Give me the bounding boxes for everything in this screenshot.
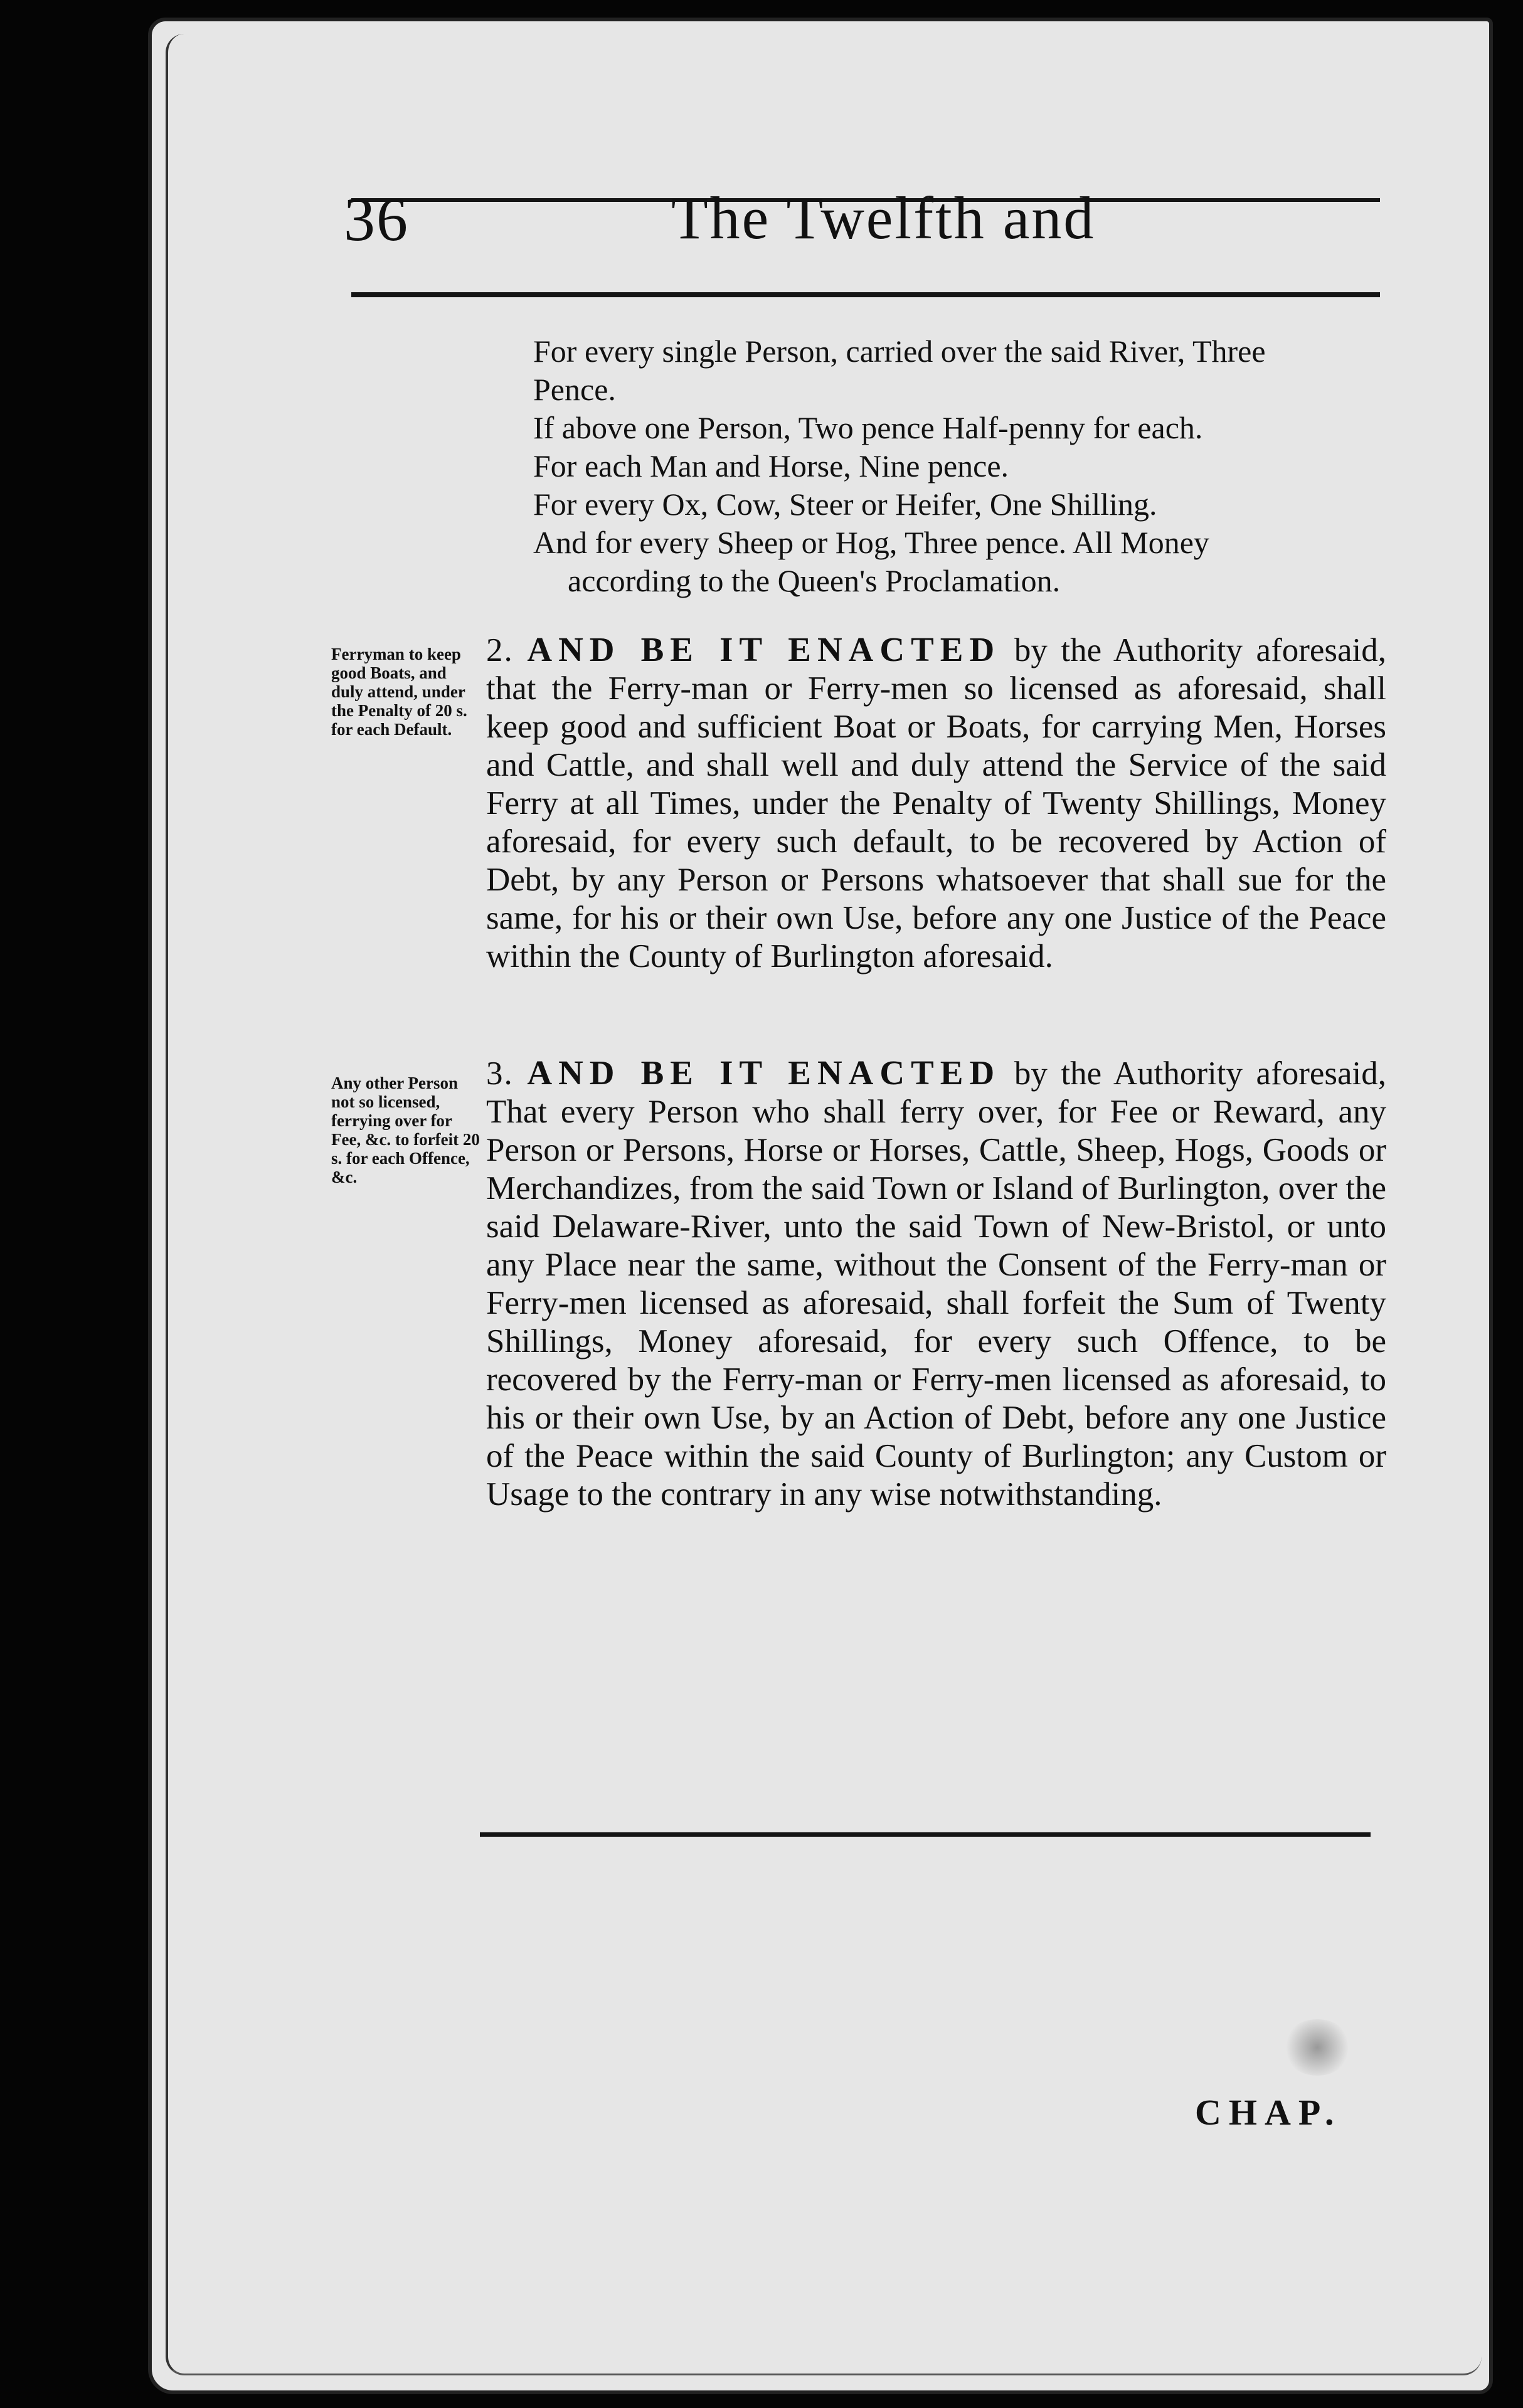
catchword: CHAP. — [1195, 2092, 1342, 2133]
ferry-rates — [533, 332, 1386, 600]
rate-line: For every single Person, carried over the said River, Three — [533, 334, 1266, 369]
running-head: The Twelfth and — [671, 184, 1096, 251]
end-rule — [480, 1832, 1371, 1837]
section-text: by the Authority aforesaid, That every Person who shall ferry over, for Fee or Reward, any Person or Persons, Horse or Horses, Cattle, Sheep, Hogs, Goods or Merchandizes, from the said Town or Island of Burlington, over the said Delaware-River, unto the said Town of New-Bristol, or unto any Place near the same, without the Consent of the Ferry-man or Ferry-men licensed as aforesaid, shall forfeit the Sum of Twenty Shillings, Money aforesaid, for every such Offence, to be recovered by the Ferry-man or Ferry-men licensed as aforesaid, to his or their own Use, by an Action of Debt, before any one Justice of the Peace within the said County of Burlington; any Custom or Usage to the contrary in any wise notwithstanding. — [486, 1055, 1387, 1513]
section-text: by the Authority aforesaid, that the Ferry-man or Ferry-men so licensed as aforesaid, shall keep good and sufficient Boat or Boats, for carrying Men, Horses and Cattle, and shall well and duly attend the Service of the said Ferry at all Times, under the Penalty of Twenty Shillings, Money aforesaid, for every such default, to be recovered by Action of Debt, by any Person or Persons whatsoever that shall sue for the same, for his or their own Use, before any one Justice of the Peace within the County of Burlington aforesaid. — [486, 632, 1387, 974]
margin-note: Ferryman to keep good Boats, and duly attend, under the Penalty of 20 s. for each Default. — [331, 645, 467, 739]
section-number: 2. — [486, 632, 514, 668]
rate-line: For every Ox, Cow, Steer or Heifer, One Shilling. — [533, 487, 1157, 522]
rate-line: Pence. — [533, 372, 616, 407]
enacting-clause: AND BE IT ENACTED — [527, 1054, 1001, 1092]
section-3 — [486, 1054, 1386, 1514]
rate-line: For each Man and Horse, Nine pence. — [533, 448, 1009, 483]
enacting-clause: AND BE IT ENACTED — [527, 630, 1001, 668]
rate-line: And for every Sheep or Hog, Three pence. All Money — [533, 525, 1209, 560]
header-rule — [351, 292, 1380, 297]
page-number: 36 — [344, 184, 409, 254]
section-number: 3. — [486, 1055, 514, 1092]
rate-line: If above one Person, Two pence Half-penny for each. — [533, 410, 1203, 445]
margin-note: Any other Person not so licensed, ferrying over for Fee, &c. to forfeit 20 s. for each Offence, &c. — [331, 1074, 480, 1186]
rate-line: according to the Queen's Proclamation. — [568, 563, 1061, 598]
section-2 — [486, 630, 1386, 976]
ink-smudge — [1283, 2019, 1352, 2076]
